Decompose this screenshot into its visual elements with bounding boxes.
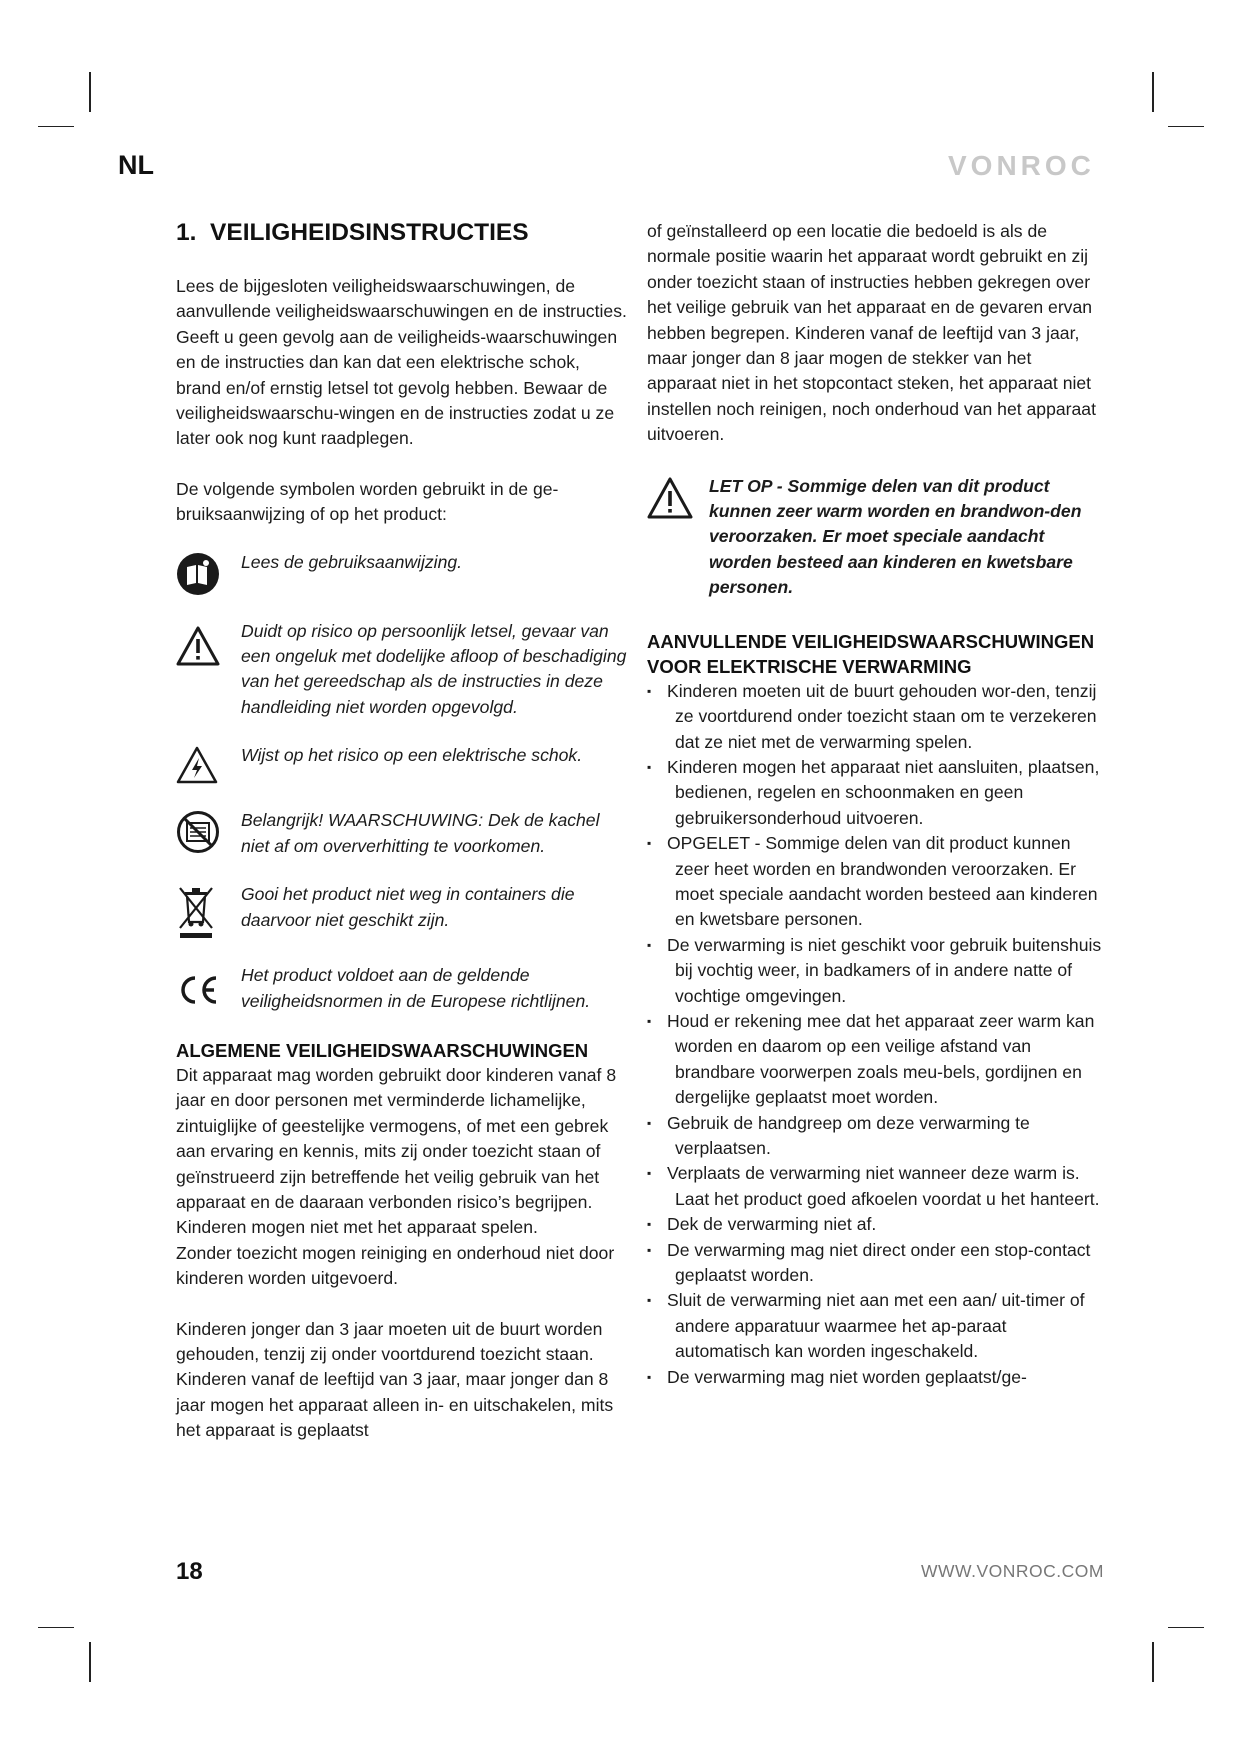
caution-text: LET OP - Sommige delen van dit product kunnen zeer warm worden en brandwon-den veroorzaken. Er moet speciale aandacht worden besteed aan kinderen en kwetsbare personen.	[709, 475, 1082, 598]
general-paragraph: Dit apparaat mag worden gebruikt door kinderen vanaf 8 jaar en door personen met verminderde lichamelijke, zintuiglijke of geestelijke vermogens, of met een gebrek aan ervaring en kennis, mits zij onder toezicht staan of geïnstrueerd zijn betreffende het veilig gebruik van het apparaat en de daaraan verbonden risico’s begrijpen. Kinderen mogen niet met het apparaat spelen.	[176, 1064, 617, 1238]
symbol-row	[176, 882, 628, 940]
symbol-text: Gooi het product niet weg in containers die daarvoor niet geschikt zijn.	[241, 884, 575, 930]
warning-triangle-icon	[176, 619, 226, 667]
list-item: ▪ De verwarming is niet geschikt voor gebruik buitenshuis bij vochtig weer, in badkamers of in andere natte of vochtige omgevingen.	[647, 933, 1102, 1009]
symbol-text: Lees de gebruiksaanwijzing.	[241, 551, 463, 572]
list-item: ▪ Verplaats de verwarming niet wanneer deze warm is. Laat het product goed afkoelen voordat u het hanteert.	[647, 1161, 1102, 1212]
weee-bin-icon	[176, 882, 226, 940]
caution-box	[647, 474, 1102, 601]
crop-mark	[89, 1642, 91, 1682]
symbol-text: Het product voldoet aan de geldende veiligheidsnormen in de Europese richtlijnen.	[241, 965, 591, 1011]
list-item: ▪ Sluit de verwarming niet aan met een aan/ uit-timer of andere apparatuur waarmee het ap-paraat automatisch kan worden ingeschakeld.	[647, 1288, 1102, 1364]
symbol-row	[176, 743, 628, 785]
symbol-text: Duidt op risico op persoonlijk letsel, gevaar van een ongeluk met dodelijke afloop of beschadiging van het gereedschap als de instructies in deze handleiding niet worden opgevolgd.	[241, 620, 627, 717]
crop-mark	[1168, 1627, 1204, 1628]
symbol-row	[176, 963, 628, 1014]
list-item: ▪ De verwarming mag niet direct onder een stop-contact geplaatst worden.	[647, 1238, 1102, 1289]
list-item: ▪ OPGELET - Sommige delen van dit product kunnen zeer heet worden en brandwonden veroorzaken. Er moet speciale aandacht worden besteed aan kinderen en kwetsbare personen.	[647, 831, 1102, 933]
symbol-row	[176, 619, 628, 721]
symbols-intro: De volgende symbolen worden gebruikt in de ge-bruiksaanwijzing of op het product:	[176, 478, 559, 525]
left-column	[176, 216, 628, 1444]
list-item: ▪ Kinderen moeten uit de buurt gehouden wor-den, tenzij ze voortdurend onder toezicht staan om te verzekeren dat ze niet met de verwarming spelen.	[647, 679, 1102, 755]
website-url: WWW.VONROC.COM	[921, 1561, 1104, 1581]
ce-mark-icon	[176, 963, 226, 1007]
symbol-row	[176, 808, 628, 859]
list-item: ▪ Dek de verwarming niet af.	[647, 1212, 1102, 1237]
page-number: 18	[176, 1558, 203, 1585]
warning-list	[647, 679, 1102, 1390]
electric-shock-icon	[176, 743, 226, 785]
continuation-paragraph: of geïnstalleerd op een locatie die bedoeld is als de normale positie waarin het apparaat wordt gebruikt en zij onder toezicht staan of instructies hebben gekregen over het veilige gebruik van het apparaat en de gevaren ervan hebben begrepen. Kinderen vanaf de leeftijd van 3 jaar, maar jonger dan 8 jaar mogen de stekker van het apparaat niet in het stopcontact steken, het apparaat niet instellen noch reinigen, noch onderhoud van het apparaat uitvoeren.	[647, 221, 1096, 445]
general-paragraph: Kinderen jonger dan 3 jaar moeten uit de buurt worden gehouden, tenzij zij onder voortdurend toezicht staan. Kinderen vanaf de leeftijd van 3 jaar, maar jonger dan 8 jaar mogen het apparaat alleen in- en uitschakelen, mits het apparaat is geplaatst	[176, 1318, 614, 1441]
warning-triangle-icon	[647, 474, 707, 527]
section-title: 1. VEILIGHEIDSINSTRUCTIES	[176, 219, 529, 246]
language-code: NL	[118, 150, 154, 180]
read-manual-icon	[176, 550, 226, 596]
symbol-row	[176, 550, 628, 596]
do-not-cover-icon	[176, 808, 226, 854]
list-item: ▪ Gebruik de handgreep om deze verwarming te verplaatsen.	[647, 1111, 1102, 1162]
symbol-text: Wijst op het risico op een elektrische schok.	[241, 745, 583, 766]
crop-mark	[1168, 126, 1204, 127]
brand-logo: VONROC	[948, 150, 1095, 181]
crop-mark	[1152, 1642, 1154, 1682]
crop-mark	[1152, 72, 1154, 112]
intro-paragraph: Lees de bijgesloten veiligheidswaarschuwingen, de aanvullende veiligheidswaarschuwingen en de instructies. Geeft u geen gevolg aan de veiligheids-waarschuwingen en de instructies dan kan dat een elektrische schok, brand en/of ernstig letsel tot gevolg hebben. Bewaar de veiligheidswaarschu-wingen en de instructies zodat u ze later ook nog kunt raadplegen.	[176, 276, 627, 449]
list-item: ▪ De verwarming mag niet worden geplaatst/ge-	[647, 1365, 1102, 1390]
right-column	[647, 219, 1102, 1390]
electric-heating-heading: AANVULLENDE VEILIGHEIDSWAARSCHUWINGEN VOOR ELEKTRISCHE VERWARMING	[647, 630, 1095, 677]
list-item: ▪ Kinderen mogen het apparaat niet aansluiten, plaatsen, bedienen, regelen en schoonmaken en geen gebruikersonderhoud uitvoeren.	[647, 755, 1102, 831]
crop-mark	[38, 1627, 74, 1628]
crop-mark	[89, 72, 91, 112]
crop-mark	[38, 126, 74, 127]
list-item: ▪ Houd er rekening mee dat het apparaat zeer warm kan worden en daarom op een veilige afstand van brandbare voorwerpen zoals meu-bels, gordijnen en dergelijke geplaatst moet worden.	[647, 1009, 1102, 1111]
symbol-text: Belangrijk! WAARSCHUWING: Dek de kachel niet af om oververhitting te voorkomen.	[241, 810, 600, 856]
general-warnings-heading: ALGEMENE VEILIGHEIDSWAARSCHUWINGEN	[176, 1039, 589, 1061]
general-paragraph: Zonder toezicht mogen reiniging en onderhoud niet door kinderen worden uitgevoerd.	[176, 1242, 615, 1289]
